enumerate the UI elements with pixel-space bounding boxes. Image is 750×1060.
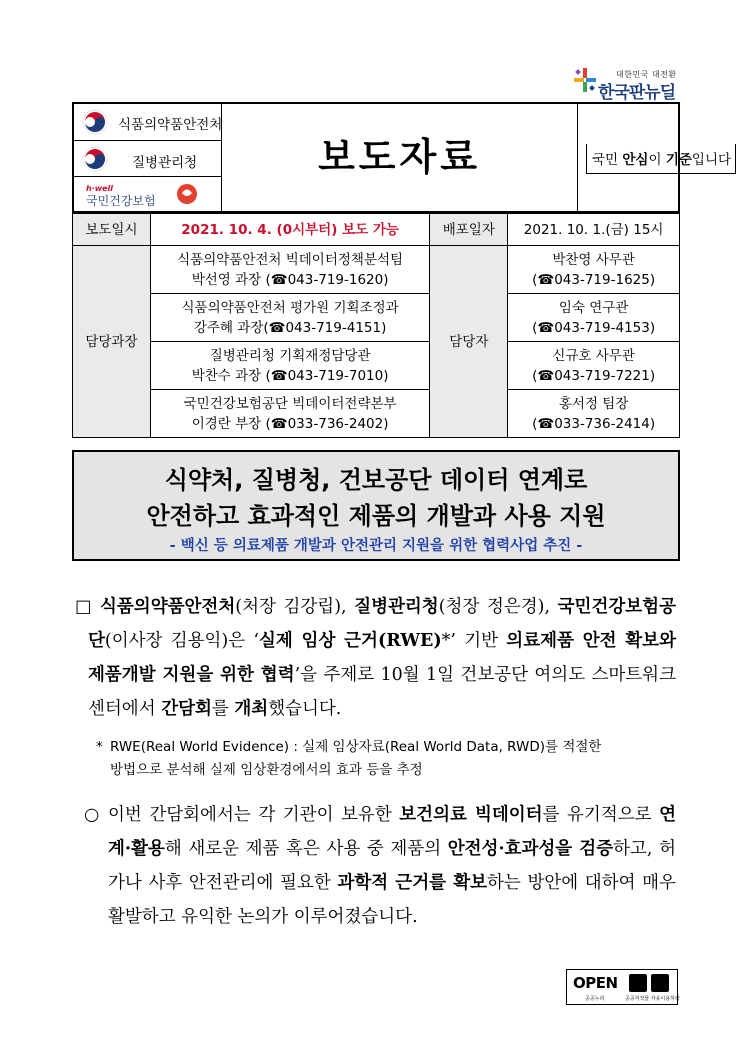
dept-label: 담당과장 (73, 246, 151, 438)
svg-text:국민건강보험: 국민건강보험 (86, 194, 156, 208)
slogan (592, 144, 732, 174)
org-name-kdca: 질병관리청 (132, 155, 198, 171)
release-label: 보도일시 (73, 214, 151, 246)
open-sub2: 공공저작물 자유이용허락 (625, 996, 680, 1002)
staff-cell: 박찬영 사무관 (☎043-719-1625) (508, 246, 680, 294)
kogl-open-badge (566, 969, 678, 1005)
org-cell-nhis (74, 177, 222, 211)
staff-cell: 신규호 사무관 (☎043-719-7221) (508, 342, 680, 390)
headline-subtitle: - 백신 등 의료제품 개발과 안전관리 지원을 위한 협력사업 추진 - (169, 538, 583, 554)
nhis-logo (84, 179, 204, 209)
new-deal-logo (572, 66, 682, 103)
dist-value: 2021. 10. 1.(금) 15시 (508, 214, 680, 246)
new-deal-emblem-icon (572, 66, 598, 96)
brand-name: 한국판뉴딜 (598, 83, 676, 103)
headline-line1: 식약처, 질병청, 건보공단 데이터 연계로 (164, 466, 588, 494)
body-paragraph-1: □ 식품의약품안전처(처장 김강립), 질병관리청(청장 정은경), 국민건강보험공단(이사장 김용익)은 ‘실제 임상 근거(RWE)*’ 기반 의료제품 안전 확보와 제품개발 지원을 위한 협력’을 주제로 10월 1일 건보공단 여의도 스마트워크센터에서 간담회를 개최했습니다. (88, 590, 676, 726)
org-cell-kdca (74, 141, 222, 177)
circle-bullet-icon: ○ (84, 805, 100, 825)
dept-cell: 식품의약품안전처 평가원 기획조정과 강주혜 과장(☎043-719-4151) (150, 294, 430, 342)
svg-text:h·well: h·well (86, 184, 114, 193)
dept-cell: 질병관리청 기획재정담당관 박찬수 과장 (☎043-719-7010) (150, 342, 430, 390)
footnote-star: * (96, 739, 103, 755)
open-label: OPEN (573, 974, 618, 992)
body-paragraph-2: ○ 이번 간담회에서는 각 기관이 보유한 보건의료 빅데이터를 유기적으로 연계·활용해 새로운 제품 혹은 사용 중 제품의 안전성·효과성을 검증하고, 허가나 사후 안전관리에 필요한 과학적 근거를 확보하는 방안에 대하여 매우 활발하고 유익한 논의가 이루어졌습니다. (108, 798, 676, 934)
dist-label: 배포일자 (430, 214, 508, 246)
brand-tagline: 대한민국 대전환 (616, 70, 677, 79)
release-value: 2021. 10. 4. (0시부터) 보도 가능 (150, 214, 430, 246)
press-header (72, 102, 732, 213)
noncommercial-icon (651, 974, 669, 992)
footnote-line2: 방법으로 분석해 실제 임상환경에서의 효과 등을 추정 (110, 762, 423, 778)
headline-line2: 안전하고 효과적인 제품의 개발과 사용 지원 (146, 502, 606, 530)
taegeuk-emblem-icon (82, 146, 108, 172)
footnote-line1: RWE(Real World Evidence) : 실제 임상자료(Real World Data, RWD)를 적절한 (110, 739, 602, 755)
headline-box (72, 450, 680, 561)
open-sub1: 공공누리 (585, 996, 605, 1002)
dept-cell: 식품의약품안전처 빅데이터정책분석팀 박선영 과장 (☎043-719-1620) (150, 246, 430, 294)
staff-label: 담당자 (430, 246, 508, 438)
dept-cell: 국민건강보험공단 빅데이터전략본부 이경란 부장 (☎033-736-2402) (150, 390, 430, 438)
taegeuk-emblem-icon (82, 109, 108, 135)
org-cell-mfds (74, 104, 222, 141)
contact-table (72, 213, 680, 438)
staff-cell: 임숙 연구관 (☎043-719-4153) (508, 294, 680, 342)
attribution-icon (629, 974, 647, 992)
square-bullet-icon: □ (75, 597, 92, 617)
staff-cell: 홍서정 팀장 (☎033-736-2414) (508, 390, 680, 438)
page-title: 보도자료 (222, 104, 578, 211)
org-name-mfds: 식품의약품안전처 (118, 117, 223, 133)
slogan-text: 국민 안심이 기준입니다 (592, 152, 732, 168)
